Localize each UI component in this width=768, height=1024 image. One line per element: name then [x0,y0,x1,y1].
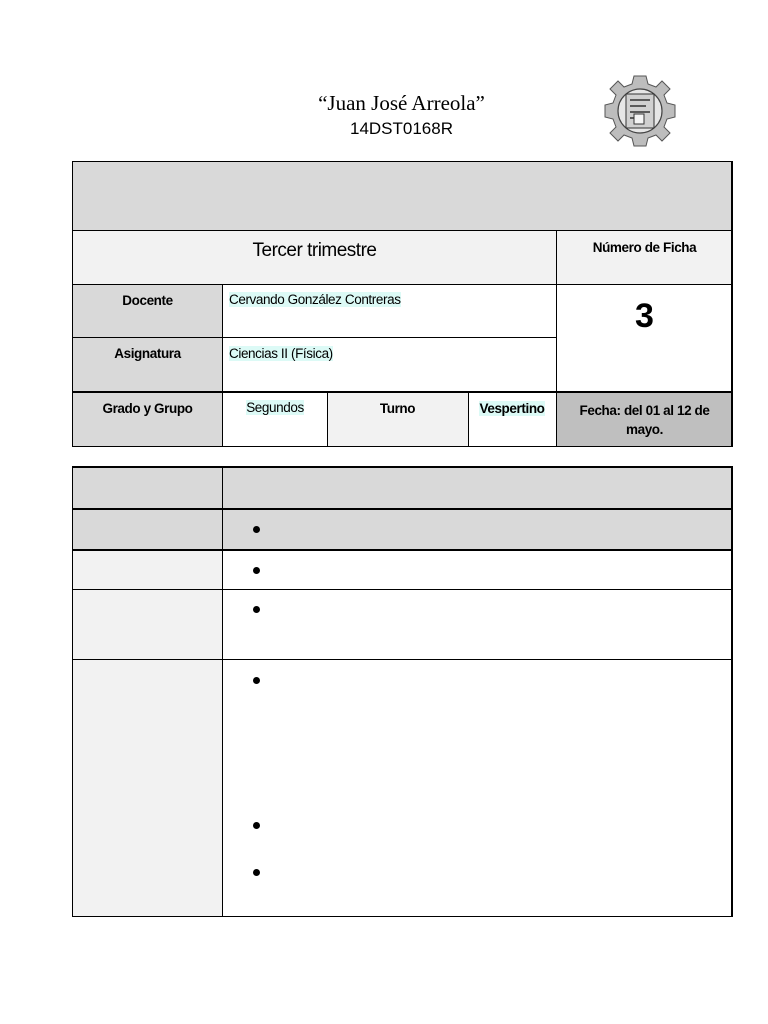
grado-value: Segundos [246,400,304,415]
content-label-column [72,550,223,917]
turno-label: Turno [379,401,416,416]
school-logo-icon [604,74,676,148]
border-line [72,589,733,590]
bullet-icon [253,567,260,574]
docente-value: Cervando González Contreras [229,292,401,307]
border-line [556,230,557,447]
bullet-icon [253,869,260,876]
asignatura-label: Asignatura [114,346,181,361]
border-line [72,466,73,917]
school-code: 14DST0168R [349,119,453,138]
ficha-number: 3 [635,297,654,335]
border-line [72,446,733,447]
turno-value: Vespertino [479,401,545,416]
content-header-row [72,467,732,508]
bullet-icon [253,677,260,684]
border-line [72,391,733,393]
border-line [72,230,733,231]
grado-label: Grado y Grupo [102,401,193,416]
border-line [731,466,733,917]
border-line [72,466,733,468]
border-line [72,916,733,917]
border-line [72,284,733,285]
fecha-value: Fecha: del 01 al 12 de mayo. [579,403,710,437]
border-line [72,659,733,660]
bullet-icon [253,606,260,613]
period-label: Tercer trimestre [252,240,377,261]
border-line [72,508,733,510]
border-line [72,549,733,551]
docente-label: Docente [122,293,173,308]
asignatura-value: Ciencias II (Física) [229,346,333,361]
border-line [222,284,223,447]
bullet-icon [253,526,260,533]
content-row-1 [72,508,732,550]
title-band [72,161,732,230]
bullet-icon [253,822,260,829]
ficha-label: Número de Ficha [592,240,697,255]
border-line [72,337,557,338]
school-name: “Juan José Arreola” [318,91,485,115]
border-line [72,161,733,162]
border-line [222,466,223,917]
